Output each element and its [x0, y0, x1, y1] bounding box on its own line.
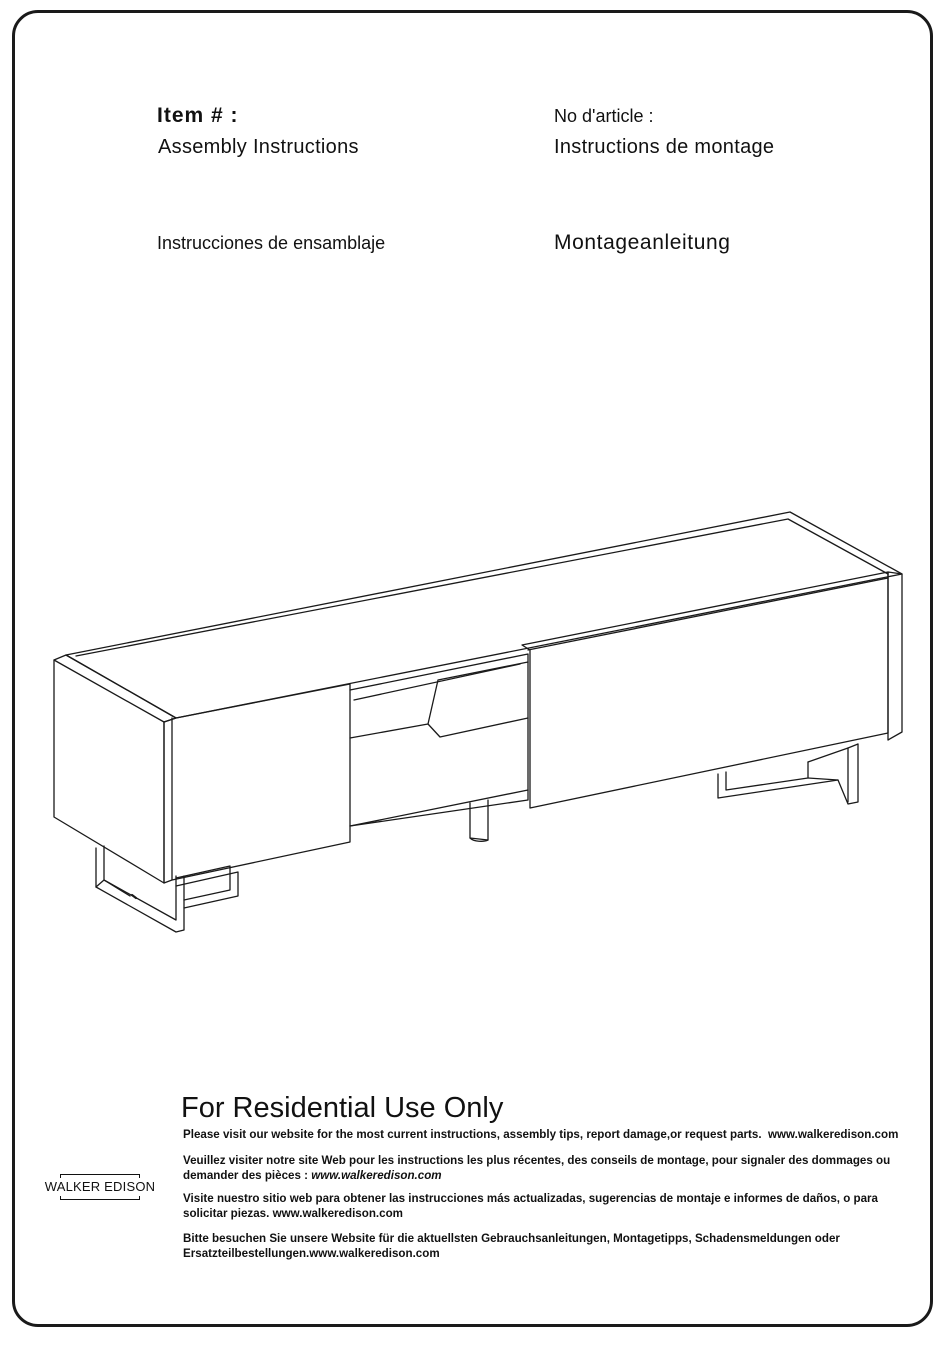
- logo-bracket-bottom: [60, 1196, 140, 1200]
- residential-use-heading: For Residential Use Only: [181, 1092, 504, 1124]
- console-left-door: [164, 684, 350, 883]
- notice-de-url[interactable]: www.walkeredison.com: [309, 1246, 440, 1260]
- console-left-side: [54, 660, 164, 883]
- assembly-instructions-title-de: Montageanleitung: [554, 231, 731, 254]
- console-right-end-panel: [888, 572, 902, 740]
- console-right-door: [522, 572, 888, 808]
- logo-bracket-top: [60, 1174, 140, 1178]
- console-left-end-panel: [54, 655, 176, 722]
- console-left-leg-frame: [96, 848, 184, 932]
- assembly-instructions-title-en: Assembly Instructions: [158, 136, 359, 158]
- notice-en-url[interactable]: www.walkeredison.com: [768, 1128, 899, 1141]
- item-number-label-en: Item # :: [157, 104, 239, 127]
- notice-es: [183, 1192, 911, 1221]
- notice-en: [183, 1128, 911, 1143]
- notice-en-text: Please visit our website for the most current instructions, assembly tips, report damage,or request parts.: [183, 1128, 762, 1141]
- console-right-leg-frame: [718, 744, 858, 804]
- notice-de-text: Bitte besuchen Sie unsere Website für die aktuellsten Gebrauchsanleitungen, Montagetipps, Schadensmeldungen oder Ersatzteilbestellungen.: [183, 1232, 840, 1260]
- notice-es-text: Visite nuestro sitio web para obtener las instrucciones más actualizadas, sugerencias de montaje e informes de daños, o para solicitar piezas.: [183, 1192, 878, 1220]
- assembly-instructions-title-fr: Instructions de montage: [554, 136, 775, 158]
- item-number-label-fr: No d'article :: [554, 106, 654, 126]
- notice-fr: [183, 1154, 911, 1183]
- walker-edison-logo: [38, 1172, 162, 1202]
- notice-de: [183, 1232, 911, 1261]
- console-top-inner-edge: [76, 519, 888, 656]
- notice-fr-url[interactable]: www.walkeredison.com: [311, 1168, 442, 1182]
- notice-es-url[interactable]: www.walkeredison.com: [272, 1206, 403, 1220]
- logo-text: WALKER EDISON: [44, 1179, 156, 1194]
- console-back-rail: [66, 512, 902, 718]
- assembly-instructions-title-es: Instrucciones de ensamblaje: [157, 233, 386, 253]
- notice-fr-text: Veuillez visiter notre site Web pour les instructions les plus récentes, des conseils de montage, pour signaler des dommages ou demander des pièces :: [183, 1154, 891, 1182]
